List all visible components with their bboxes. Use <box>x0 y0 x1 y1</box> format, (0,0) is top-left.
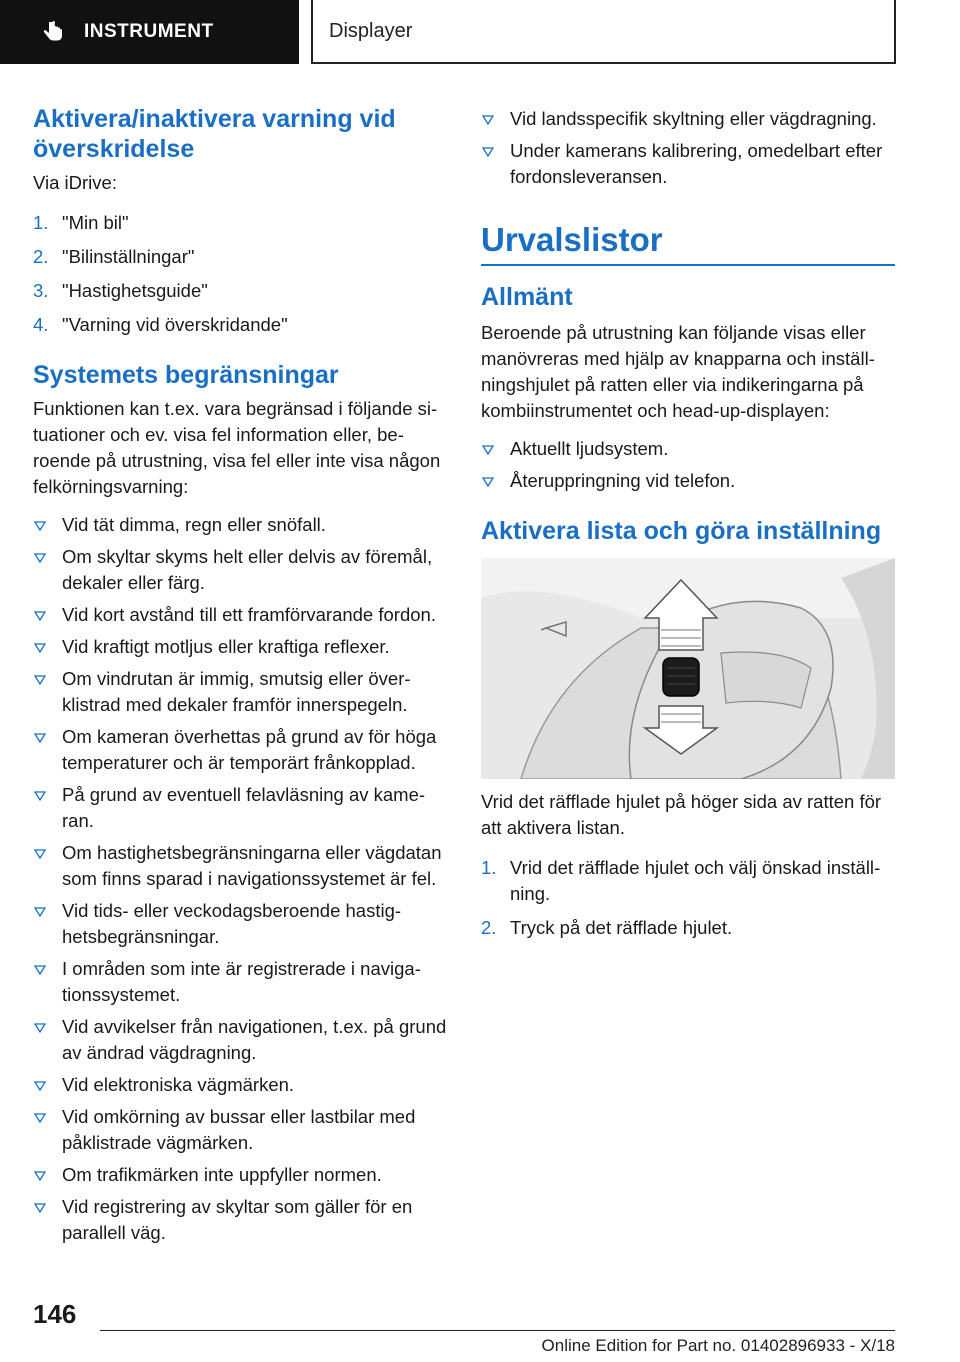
limitations-list <box>33 512 449 1246</box>
triangle-bullet-icon <box>482 147 494 157</box>
step-item <box>481 855 895 907</box>
heading-rule <box>481 264 895 266</box>
right-column <box>481 100 895 949</box>
bullet-text: Vid registrering av skyltar som gäller för en parallell väg. <box>62 1196 413 1243</box>
triangle-bullet-icon <box>34 849 46 859</box>
bullet-item <box>33 782 449 834</box>
bullet-text: Om trafikmärken inte uppfyller normen. <box>62 1164 382 1185</box>
idrive-steps <box>33 210 449 338</box>
steering-wheel-controls-figure <box>481 558 895 779</box>
step-text: Vrid det räfflade hjulet och välj önskad inställning. <box>510 857 881 904</box>
step-number: 2. <box>481 917 497 938</box>
bullet-text: Vid landsspecifik skyltning eller vägdragning. <box>510 108 877 129</box>
general-intro: Beroende på utrustning kan följande visas eller manövreras med hjälp av knapparna och inställningshjulet på ratten eller via indikeringarna på kombiinstrumentet och head-up-displayen: <box>481 322 875 421</box>
triangle-bullet-icon <box>34 521 46 531</box>
triangle-bullet-icon <box>34 675 46 685</box>
bullet-text: Vid elektroniska vägmärken. <box>62 1074 295 1095</box>
triangle-bullet-icon <box>34 733 46 743</box>
bullet-item <box>33 724 449 776</box>
bullet-item <box>33 602 449 628</box>
bullet-item <box>33 1194 449 1246</box>
bullet-text: Vid kort avstånd till ett framförvarande fordon. <box>62 604 436 625</box>
bullet-item <box>33 1104 449 1156</box>
bullet-text: Vid avvikelser från navigationen, t.ex. på grund av ändrad vägdragning. <box>62 1016 447 1063</box>
bullet-text: Om hastighetsbegränsningarna eller vägdatan som finns sparad i navigationssystemet är fel. <box>62 842 442 889</box>
bullet-item <box>33 544 449 596</box>
bullet-text: Aktuellt ljudsystem. <box>510 438 669 459</box>
bullet-item <box>33 512 449 538</box>
bullet-text: Vid tids- eller veckodagsberoende hastighetsbegränsningar. <box>62 900 402 947</box>
heading-limitations: Systemets begränsningar <box>33 361 339 389</box>
limitations-intro: Funktionen kan t.ex. vara begränsad i följande situationer och ev. visa fel information eller, beroende på utrustning, visa fel eller inte visa någon felkörningsvarning: <box>33 398 441 497</box>
triangle-bullet-icon <box>34 907 46 917</box>
step-number: 1. <box>481 857 497 878</box>
idrive-intro: Via iDrive: <box>33 172 117 193</box>
heading-activate-list: Aktivera lista och göra inställning <box>481 517 882 545</box>
triangle-bullet-icon <box>34 1081 46 1091</box>
step-number: 4. <box>33 314 49 335</box>
bullet-text: Vid omkörning av bussar eller lastbilar med påklistrade vägmärken. <box>62 1106 416 1153</box>
heading-selection-lists: Urvalslistor <box>481 221 663 258</box>
triangle-bullet-icon <box>34 965 46 975</box>
step-text: Tryck på det räfflade hjulet. <box>510 917 733 938</box>
step-number: 1. <box>33 212 49 233</box>
triangle-bullet-icon <box>34 1023 46 1033</box>
bullet-item <box>33 840 449 892</box>
activate-caption: Vrid det räfflade hjulet på höger sida av ratten för att aktivera listan. <box>481 791 882 838</box>
bullet-item <box>33 634 449 660</box>
triangle-bullet-icon <box>482 115 494 125</box>
step-text: "Bilinställningar" <box>62 246 195 267</box>
footer-edition: Online Edition for Part no. 01402896933 - X/18 <box>541 1336 895 1355</box>
step-number: 3. <box>33 280 49 301</box>
step-item <box>33 312 449 338</box>
general-list <box>481 436 895 494</box>
bullet-text: Under kamerans kalibrering, omedelbart efter fordonsleveransen. <box>510 140 883 187</box>
steering-wheel-illustration <box>481 558 895 779</box>
bullet-item <box>33 666 449 718</box>
step-text: "Min bil" <box>62 212 129 233</box>
bullet-text: Om vindrutan är immig, smutsig eller överklistrad med dekaler framför innerspegeln. <box>62 668 411 715</box>
left-column <box>33 100 449 1252</box>
triangle-bullet-icon <box>34 791 46 801</box>
bullet-item <box>481 106 895 132</box>
chapter-header <box>311 0 896 64</box>
step-number: 2. <box>33 246 49 267</box>
bullet-text: I områden som inte är registrerade i navigationssystemet. <box>62 958 421 1005</box>
step-item <box>33 278 449 304</box>
bullet-text: Om skyltar skyms helt eller delvis av föremål, dekaler eller färg. <box>62 546 433 593</box>
triangle-bullet-icon <box>34 643 46 653</box>
triangle-bullet-icon <box>34 611 46 621</box>
bullet-item <box>481 436 895 462</box>
bullet-item <box>33 1072 449 1098</box>
footer-rule <box>100 1330 895 1331</box>
section-tab[interactable] <box>0 0 299 64</box>
heading-general: Allmänt <box>481 283 573 311</box>
bullet-item <box>33 956 449 1008</box>
step-item <box>33 244 449 270</box>
bullet-item <box>33 1162 449 1188</box>
triangle-bullet-icon <box>34 553 46 563</box>
bullet-item <box>33 898 449 950</box>
bullet-text: Vid tät dimma, regn eller snöfall. <box>62 514 326 535</box>
step-text: "Varning vid överskridande" <box>62 314 288 335</box>
bullet-item <box>481 138 895 190</box>
section-label: INSTRUMENT <box>84 21 214 42</box>
step-text: "Hastighetsguide" <box>62 280 208 301</box>
triangle-bullet-icon <box>482 477 494 487</box>
step-item <box>33 210 449 236</box>
triangle-bullet-icon <box>34 1113 46 1123</box>
bullet-text: Vid kraftigt motljus eller kraftiga reflexer. <box>62 636 390 657</box>
bullet-text: Om kameran överhettas på grund av för höga temperaturer och är temporärt frånkopplad. <box>62 726 437 773</box>
triangle-bullet-icon <box>34 1203 46 1213</box>
bullet-item <box>481 468 895 494</box>
bullet-text: På grund av eventuell felavläsning av kameran. <box>62 784 426 831</box>
limitations-list-continued <box>481 106 895 190</box>
activate-steps <box>481 855 895 941</box>
step-item <box>481 915 895 941</box>
bullet-item <box>33 1014 449 1066</box>
page-number: 146 <box>33 1299 77 1329</box>
triangle-bullet-icon <box>34 1171 46 1181</box>
hand-pointer-icon <box>40 19 66 45</box>
triangle-bullet-icon <box>482 445 494 455</box>
bullet-text: Återuppringning vid telefon. <box>510 470 736 491</box>
heading-warning-toggle: Aktivera/inaktivera varning vid överskridelse <box>33 105 396 163</box>
chapter-label: Displayer <box>329 19 413 42</box>
